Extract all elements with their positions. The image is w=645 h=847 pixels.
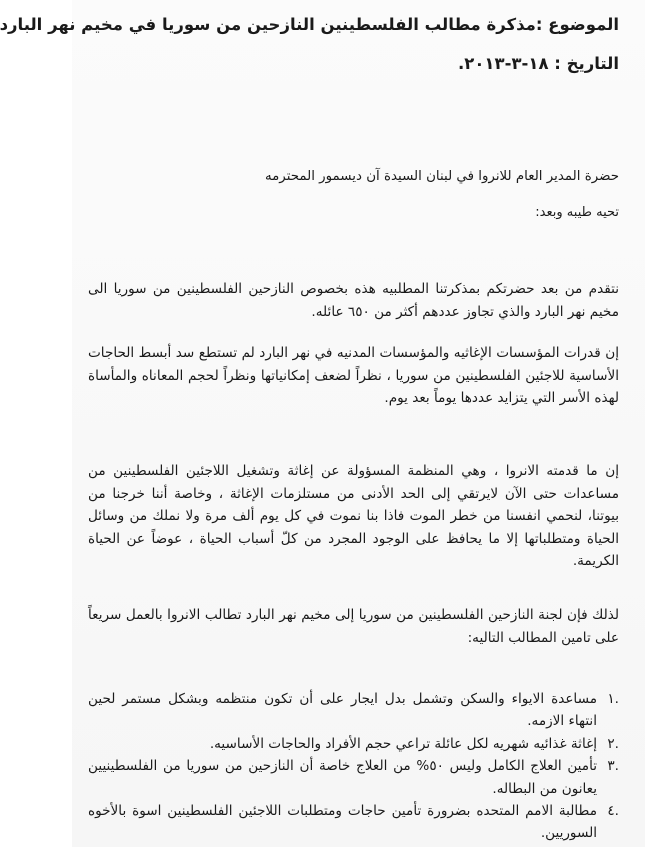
demand-item — [88, 800, 619, 845]
paragraph-committee-request: لذلك فإن لجنة النازحين الفلسطينين من سوريا إلى مخيم نهر البارد تطالب الانروا بالعمل سريعاً على تامين المطالب التاليه: — [88, 607, 619, 646]
paragraph-unrwa: إن ما قدمته الانروا ، وهي المنظمة المسؤولة عن إغاثة وتشغيل اللاجئين الفلسطينين من مساعدات حتى الآن لايرتقي إلى الحد الأدنى من مستلزمات الإغاثة ، وخاصة أننا خرجنا من بيوتنا، لنحمي انفسنا من خطر الموت فاذا بنا نموت في كل يوم ألف مرة ولا نملك من وسائل الحياة ومتطلباتها إلا ما يحافظ على الوجود المجرد من كلّ أسباب الحياة ، عوضاً عن الحياة الكريمة. — [88, 463, 619, 570]
paragraph-institutions: إن قدرات المؤسسات الإغاثيه والمؤسسات المدنيه في نهر البارد لم تستطع سد أبسط الحاجات الأساسية للاجئين الفلسطينين من سوريا ، نظراً لضعف إمكانياتها ونظراً لحجم المعاناه والمأساة لهذه الأسر التي يتزايد عددها يوماً بعد يوم. — [88, 345, 619, 407]
paragraph-introduction: نتقدم من بعد حضرتكم بمذكرتنا المطلبيه هذه بخصوص النازحين الفلسطينين من سوريا الى مخيم نهر البارد والذي تجاوز عددهم أكثر من ٦٥٠ عائله. — [88, 281, 619, 320]
memo-addressee: حضرة المدير العام للانروا في لبنان السيدة آن ديسمور المحترمه — [264, 169, 619, 184]
memo-date: التاريخ : ١٨-٣-٢٠١٣. — [458, 54, 619, 73]
memo-subject: الموضوع :مذكرة مطالب الفلسطينين النازحين من سوريا في مخيم نهر البارد — [0, 15, 619, 34]
demand-text: مطالبة الامم المتحده بضرورة تأمين حاجات ومتطلبات اللاجئين الفلسطينين اسوة بالأخوه السوريين. — [88, 803, 597, 842]
demand-item — [88, 688, 619, 733]
demand-number: .٣ — [607, 758, 619, 775]
demand-text: تأمين العلاج الكامل وليس ٥٠% من العلاج خاصة أن النازحين من سوريا من الفلسطينيين يعانون من البطاله. — [88, 758, 597, 797]
demand-number: .٤ — [607, 803, 619, 820]
demand-number: .٢ — [607, 735, 619, 752]
demand-item — [88, 733, 619, 755]
demands-list — [88, 688, 619, 845]
demand-text: مساعدة الايواء والسكن وتشمل بدل ايجار على أن تكون منتظمه وبشكل مستمر لحين انتهاء الازمه. — [88, 691, 597, 730]
memo-greeting: تحيه طيبه وبعد: — [535, 205, 619, 220]
demand-text: إغاثة غذائيه شهريه لكل عائلة تراعي حجم الأفراد والحاجات الأساسيه. — [209, 735, 597, 752]
demand-number: .١ — [607, 691, 619, 707]
demand-item — [88, 755, 619, 800]
